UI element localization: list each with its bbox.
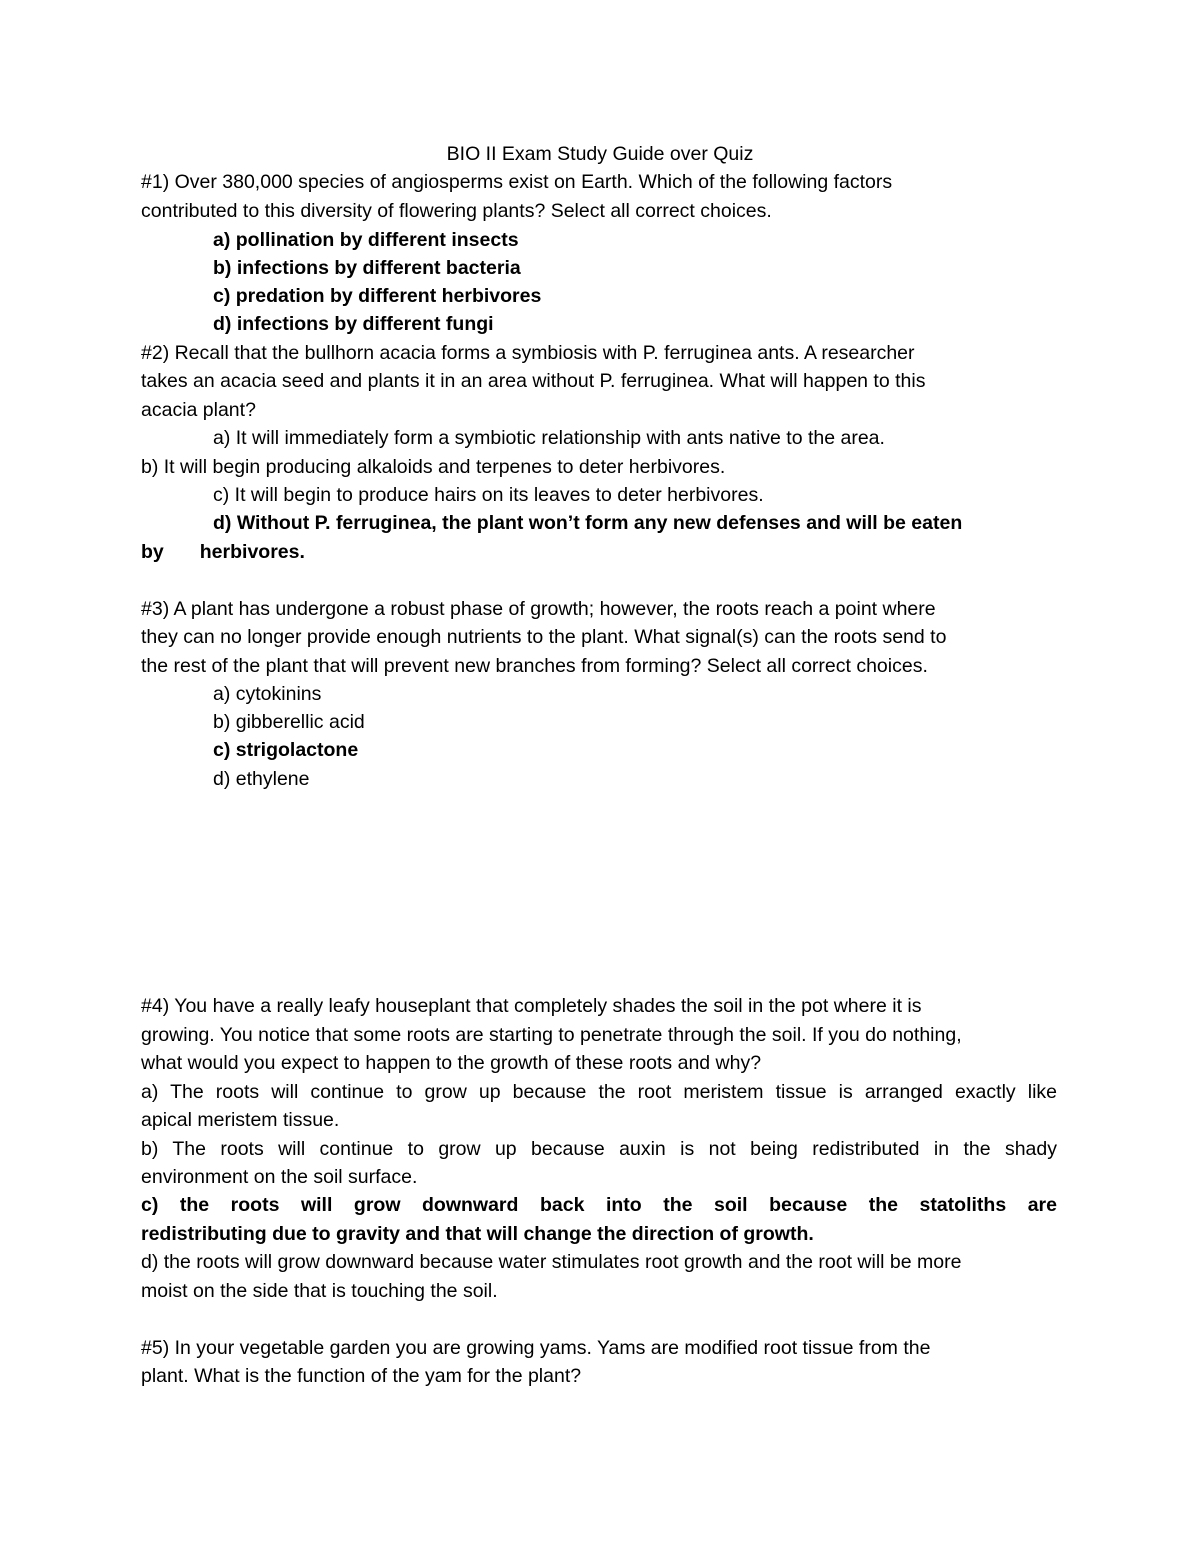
q1-option-a: a) pollination by different insects — [213, 229, 519, 251]
q2-text-line-2: takes an acacia seed and plants it in an area without P. ferruginea. What will happen to this — [141, 370, 926, 392]
q3-option-c: c) strigolactone — [213, 739, 359, 761]
q4-option-a-line-1: a) The roots will continue to grow up because the root meristem tissue is arranged exactly like — [141, 1081, 1057, 1103]
q2-text-line-3: acacia plant? — [141, 399, 256, 421]
q5-text-line-1: #5) In your vegetable garden you are growing yams. Yams are modified root tissue from the — [141, 1337, 931, 1359]
q2-text-line-1: #2) Recall that the bullhorn acacia forms a symbiosis with P. ferruginea ants. A researcher — [141, 342, 915, 364]
q2-option-d-word-herbivores: herbivores. — [199, 541, 305, 563]
q4-option-b-line-1: b) The roots will continue to grow up because auxin is not being redistributed in the shady — [141, 1138, 1057, 1160]
q3-text-line-1: #3) A plant has undergone a robust phase of growth; however, the roots reach a point where — [141, 598, 936, 620]
q1-option-c: c) predation by different herbivores — [213, 285, 542, 307]
q4-option-c-line-1: c) the roots will grow downward back into the soil because the statoliths are — [141, 1194, 1057, 1216]
q3-option-b: b) gibberellic acid — [213, 711, 365, 733]
q2-option-d-line-2 — [141, 538, 305, 566]
q1-option-d: d) infections by different fungi — [213, 313, 494, 335]
q1-option-b: b) infections by different bacteria — [213, 257, 521, 279]
q4-text-line-2: growing. You notice that some roots are starting to penetrate through the soil. If you do nothing, — [141, 1024, 962, 1046]
q2-option-d-line-1: d) Without P. ferruginea, the plant won’t form any new defenses and will be eaten — [213, 512, 963, 534]
q3-option-a: a) cytokinins — [213, 683, 322, 705]
q2-option-b: b) It will begin producing alkaloids and terpenes to deter herbivores. — [141, 456, 726, 478]
document-title: BIO II Exam Study Guide over Quiz — [446, 143, 754, 165]
q4-option-d-line-1: d) the roots will grow downward because water stimulates root growth and the root will be more — [141, 1251, 962, 1273]
q4-option-d-line-2: moist on the side that is touching the soil. — [141, 1280, 498, 1302]
q2-option-c: c) It will begin to produce hairs on its leaves to deter herbivores. — [213, 484, 764, 506]
q3-text-line-3: the rest of the plant that will prevent new branches from forming? Select all correct choices. — [141, 655, 928, 677]
q2-option-d-word-by: by — [141, 541, 164, 563]
q3-option-d: d) ethylene — [213, 768, 310, 790]
q4-option-c-line-2: redistributing due to gravity and that will change the direction of growth. — [141, 1223, 814, 1245]
q1-text-line-1: #1) Over 380,000 species of angiosperms exist on Earth. Which of the following factors — [141, 171, 893, 193]
q4-text-line-3: what would you expect to happen to the growth of these roots and why? — [141, 1052, 762, 1074]
q2-option-a: a) It will immediately form a symbiotic relationship with ants native to the area. — [213, 427, 885, 449]
q3-text-line-2: they can no longer provide enough nutrients to the plant. What signal(s) can the roots send to — [141, 626, 947, 648]
q4-option-a-line-2: apical meristem tissue. — [141, 1109, 340, 1131]
q4-option-b-line-2: environment on the soil surface. — [141, 1166, 418, 1188]
q5-text-line-2: plant. What is the function of the yam for the plant? — [141, 1365, 582, 1387]
q1-text-line-2: contributed to this diversity of flowering plants? Select all correct choices. — [141, 200, 772, 222]
q4-text-line-1: #4) You have a really leafy houseplant that completely shades the soil in the pot where it is — [141, 995, 922, 1017]
